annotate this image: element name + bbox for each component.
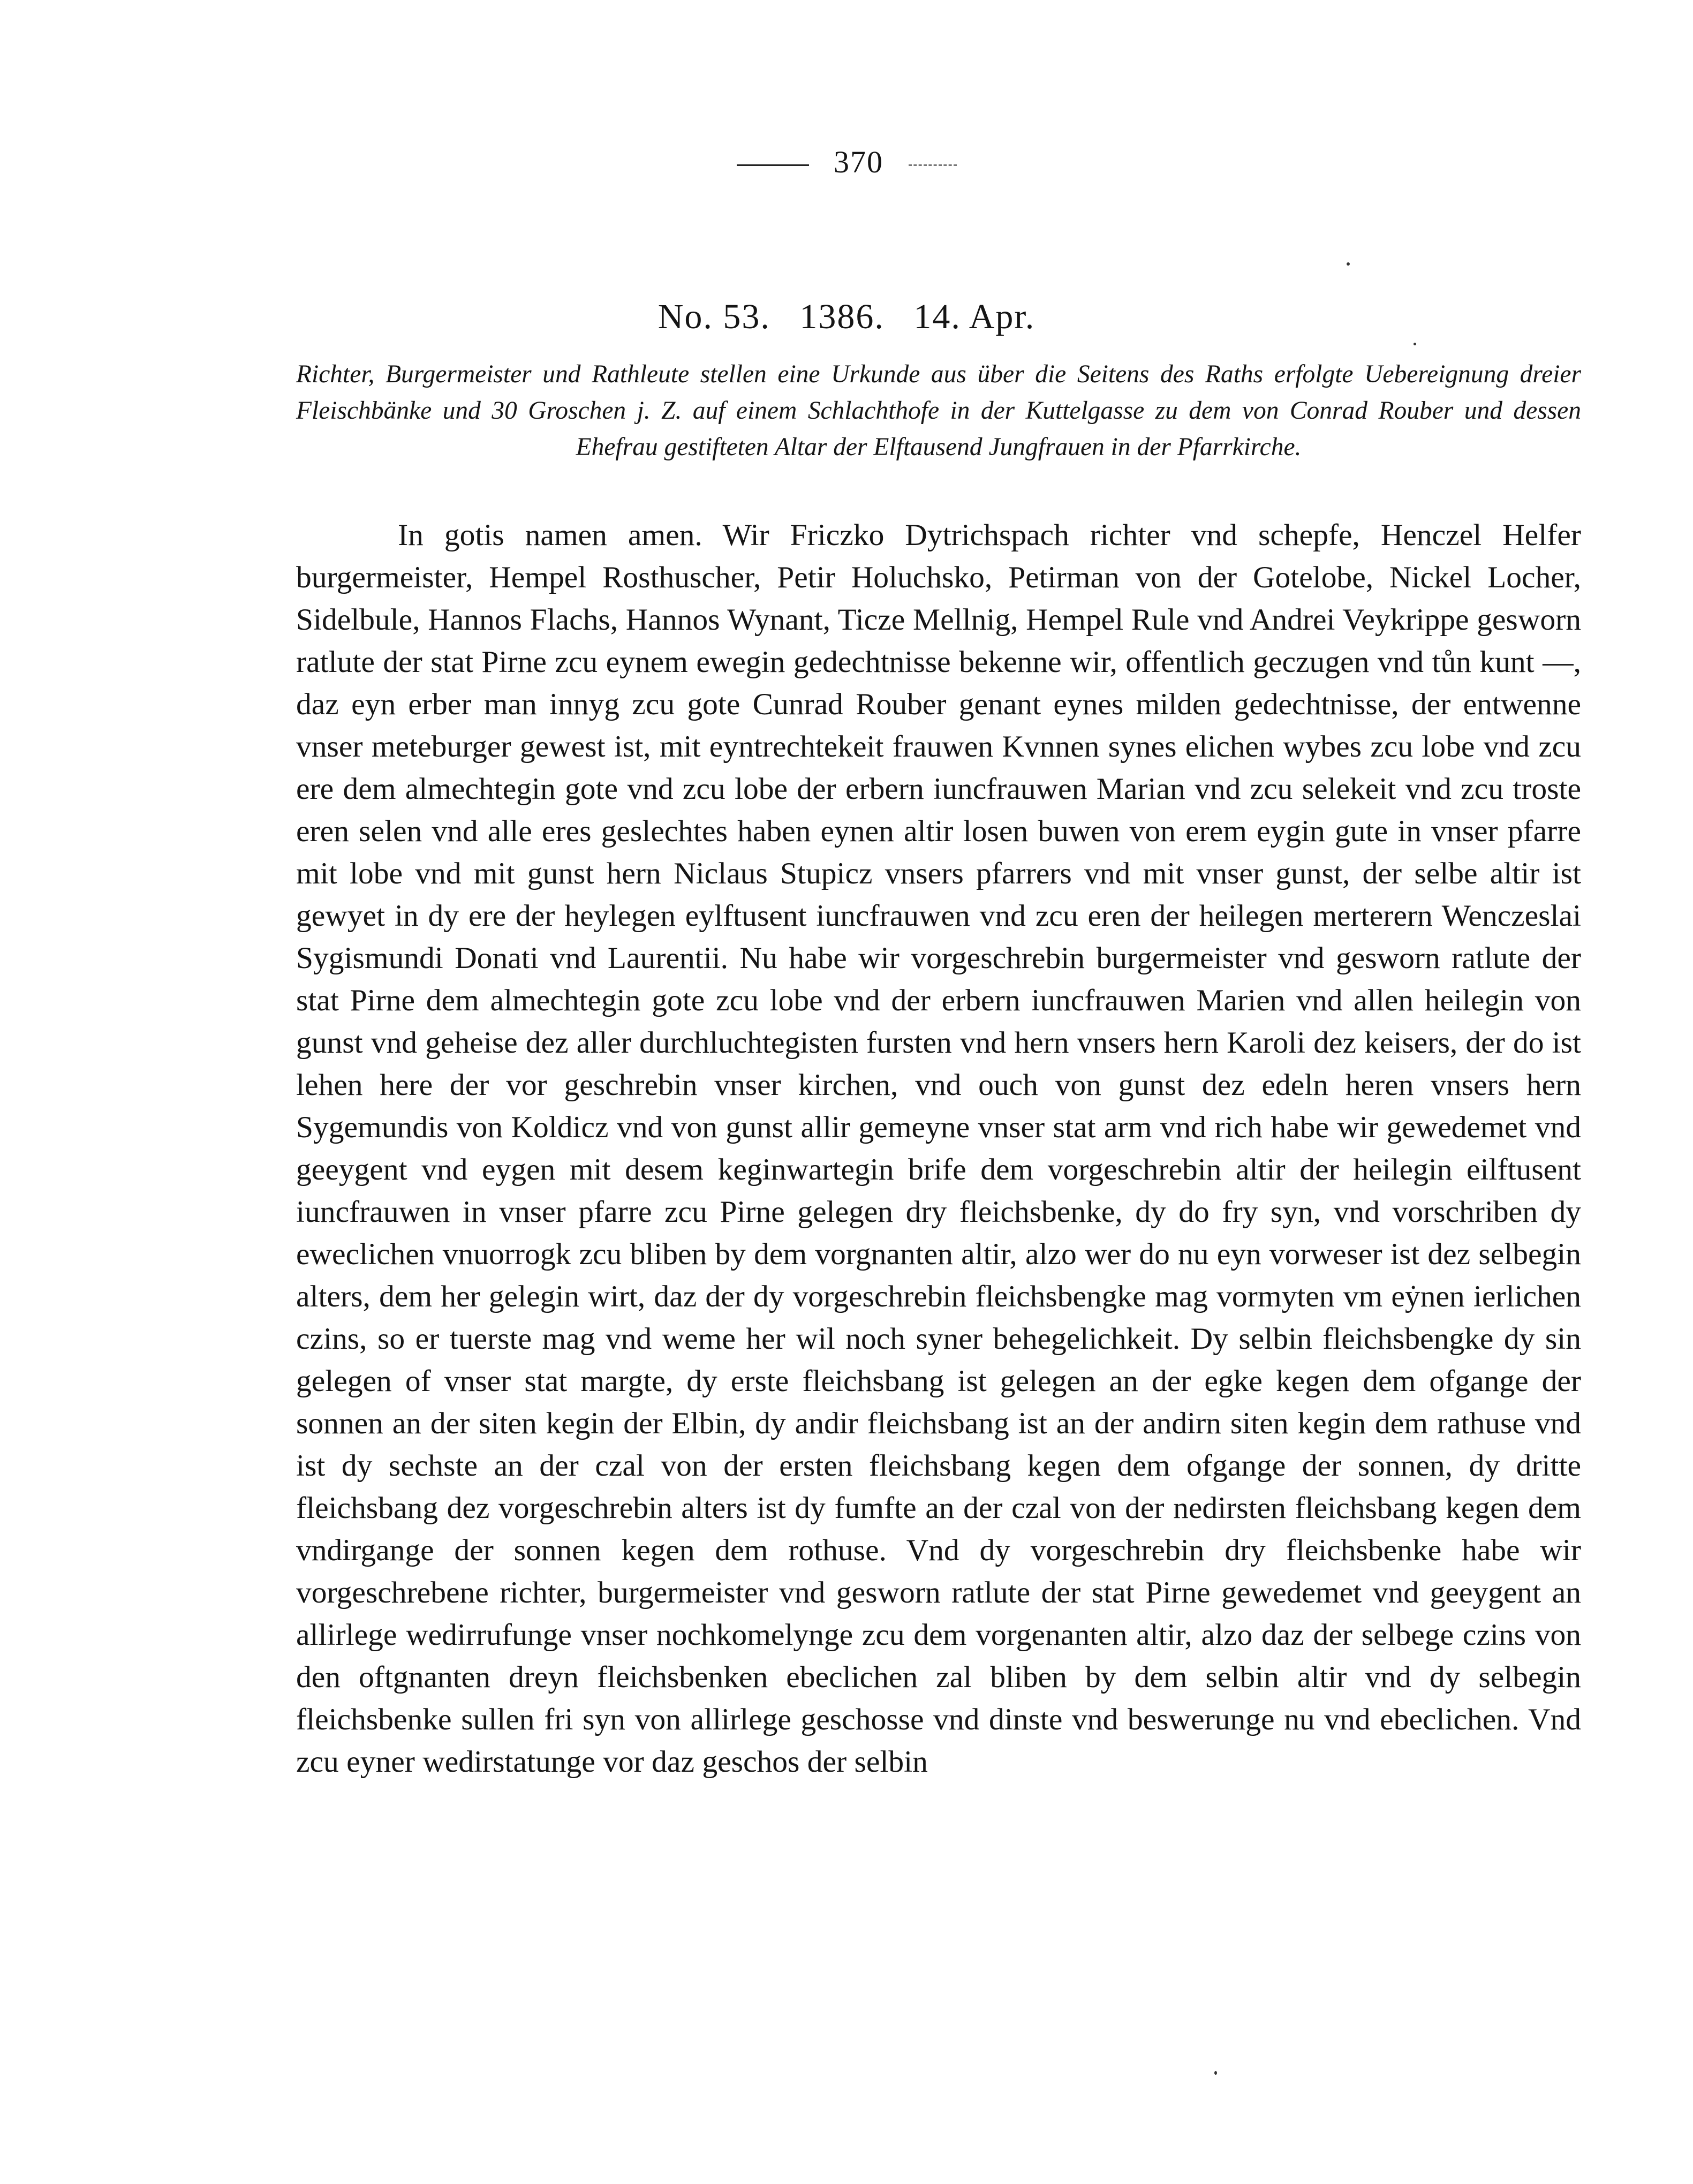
print-speck (1347, 262, 1350, 266)
document-number: No. 53. (657, 297, 770, 336)
document-date: 14. Apr. (913, 297, 1036, 336)
document-summary: Richter, Burgermeister und Rathleute stellen eine Urkunde aus über die Seitens des Raths erfolgte Uebereignung dreier Fleischbänke und 30 Groschen j. Z. auf einem Schlachthofe in der Kuttelgasse zu dem von Conrad Rouber und dessen Ehefrau gestifteten Altar der Elftausend Jungfrauen in der Pfarrkirche. (296, 360, 1581, 461)
document-heading (0, 296, 1693, 338)
print-speck (1414, 343, 1416, 345)
page-number: 370 (834, 145, 883, 179)
document-year: 1386. (799, 297, 885, 336)
document-body: In gotis namen amen. Wir Friczko Dytrichspach richter vnd schepfe, Henczel Helfer burgermeister, Hempel Rosthuscher, Petir Holuchsko, Petirman von der Gotelobe, Nickel Locher, Sidelbule, Hannos Flachs, Hannos Wynant, Ticze Mellnig, Hempel Rule vnd Andrei Veykrippe gesworn ratlute der stat Pirne zcu eynem ewegin gedechtnisse bekenne wir, offentlich geczugen vnd tůn kunt —, daz eyn erber man innyg zcu gote Cunrad Rouber genant eynes milden gedechtnisse, der entwenne vnser meteburger gewest ist, mit eyntrechtekeit frauwen Kvnnen synes elichen wybes zcu lobe vnd zcu ere dem almechtegin gote vnd zcu lobe der erbern iuncfrauwen Marian vnd zcu selekeit vnd zcu troste eren selen vnd alle eres geslechtes haben eynen altir losen buwen von erem eygin gute in vnser pfarre mit lobe vnd mit gunst hern Niclaus Stupicz vnsers pfarrers vnd mit vnser gunst, der selbe altir ist gewyet in dy ere der heylegen eylftusent iuncfrauwen vnd zcu eren der heilegen merterern Wenczeslai Sygismundi Donati vnd Laurentii. Nu habe wir vorgeschrebin burgermeister vnd gesworn ratlute der stat Pirne dem almechtegin gote zcu lobe vnd der erbern iuncfrauwen Marien vnd allen heilegin von gunst vnd geheise dez aller durchluchtegisten fursten vnd hern vnsers hern Karoli dez keisers, der do ist lehen here der vor geschrebin vnser kirchen, vnd ouch von gunst dez edeln heren vnsers hern Sygemundis von Koldicz vnd von gunst allir gemeyne vnser stat arm vnd rich habe wir gewedemet vnd geeygent vnd eygen mit desem keginwartegin brife dem vorgeschrebin altir der heilegin eilftusent iuncfrauwen in vnser pfarre zcu Pirne gelegen dry fleichsbenke, dy do fry syn, vnd vorschriben dy eweclichen vnuorrogk zcu bliben by dem vorgnanten altir, alzo wer do nu eyn vorweser ist dez selbegin alters, dem her gelegin wirt, daz der dy vorgeschrebin fleichsbengke mag vormyten vm eẏnen ierlichen czins, so er tuerste mag vnd weme her wil noch syner behegelichkeit. Dy selbin fleichsbengke dy sin gelegen of vnser stat margte, dy erste fleichsbang ist gelegen an der egke kegen dem ofgange der sonnen an der siten kegin der Elbin, dy andir fleichsbang ist an der andirn siten kegin dem rathuse vnd ist dy sechste an der czal von der ersten fleichsbang kegen dem ofgange der sonnen, dy dritte fleichsbang dez vorgeschrebin alters ist dy fumfte an der czal von der nedirsten fleichsbang kegen dem vndirgange der sonnen kegen dem rothuse. Vnd dy vorgeschrebin dry fleichsbenke habe wir vorgeschrebene richter, burgermeister vnd gesworn ratlute der stat Pirne gewedemet vnd geeygent an allirlege wedirrufunge vnser nochkomelynge zcu dem vorgenanten altir, alzo daz der selbege czins von den oftgnanten dreyn fleichsbenken ebeclichen zal bliben by dem selbin altir vnd dy selbegin fleichsbenke sullen fri syn von allirlege geschosse vnd dinste vnd beswerunge nu vnd ebeclichen. Vnd zcu eyner wedirstatunge vor daz geschos der selbin (296, 518, 1581, 1779)
running-head-rule-left (737, 164, 809, 166)
running-head-rule-right (909, 164, 957, 166)
print-speck (1214, 2071, 1217, 2075)
running-head (0, 143, 1693, 181)
